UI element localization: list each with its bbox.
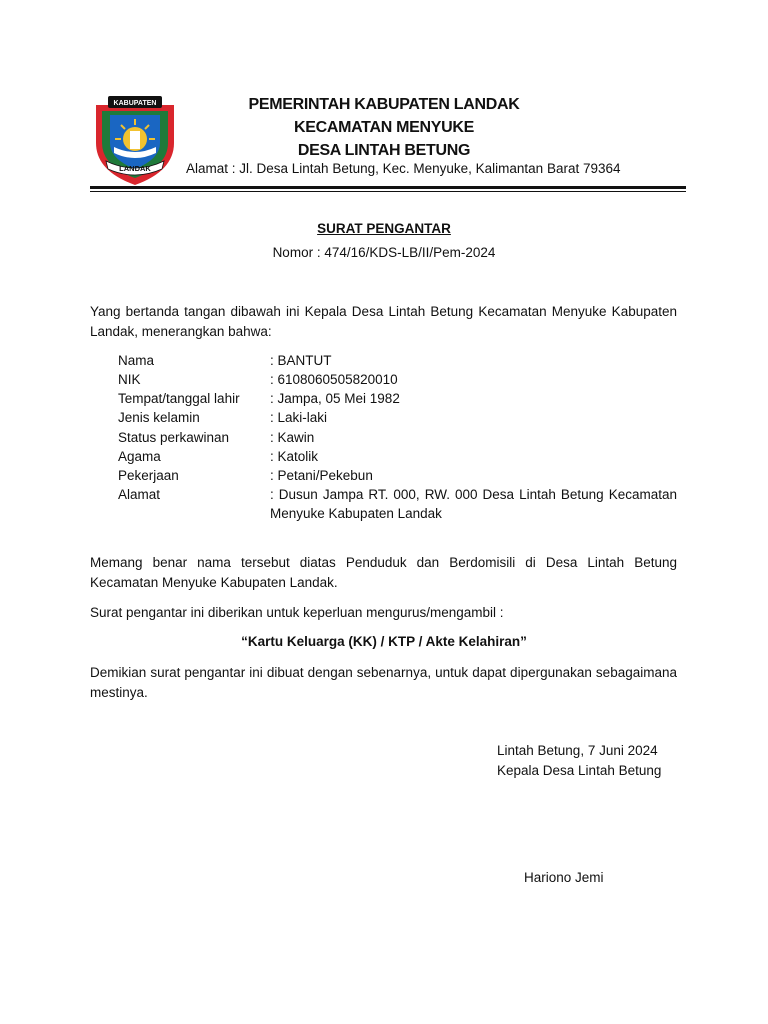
purpose-text: “Kartu Keluarga (KK) / KTP / Akte Kelahiran” — [241, 634, 527, 649]
field-value-nik: : 6108060505820010 — [270, 372, 398, 387]
field-label-agama: Agama — [118, 449, 161, 464]
intro-paragraph: Yang bertanda tangan dibawah ini Kepala Desa Lintah Betung Kecamatan Menyuke Kabupaten Landak, menerangkan bahwa: — [90, 304, 677, 339]
logo-top-text: KABUPATEN — [113, 100, 157, 107]
field-value-status-perkawinan: : Kawin — [270, 430, 315, 445]
signature-position: Kepala Desa Lintah Betung — [497, 763, 662, 778]
field-label-nama: Nama — [118, 353, 155, 368]
letterhead-line-1: PEMERINTAH KABUPATEN LANDAK — [248, 96, 520, 113]
field-value-alamat: : Dusun Jampa RT. 000, RW. 000 Desa Lintah Betung Kecamatan Menyuke Kabupaten Landak — [270, 487, 677, 522]
letterhead-address: Alamat : Jl. Desa Lintah Betung, Kec. Menyuke, Kalimantan Barat 79364 — [186, 161, 621, 176]
purpose-intro: Surat pengantar ini diberikan untuk keperluan mengurus/mengambil : — [90, 605, 504, 620]
field-value-nama: : BANTUT — [270, 353, 332, 368]
closing-paragraph: Demikian surat pengantar ini dibuat dengan sebenarnya, untuk dapat dipergunakan sebagaimana mestinya. — [90, 665, 677, 700]
letterhead — [180, 93, 588, 162]
field-label-nik: NIK — [118, 372, 141, 387]
document-title: SURAT PENGANTAR — [317, 221, 451, 236]
statement-paragraph: Memang benar nama tersebut diatas Penduduk dan Berdomisili di Desa Lintah Betung Kecamatan Menyuke Kabupaten Landak. — [90, 555, 677, 590]
kabupaten-landak-logo — [92, 91, 178, 187]
signature-name: Hariono Jemi — [524, 870, 604, 885]
logo-bottom-text: LANDAK — [119, 164, 151, 173]
document-number: Nomor : 474/16/KDS-LB/II/Pem-2024 — [272, 245, 496, 260]
field-value-pekerjaan: : Petani/Pekebun — [270, 468, 373, 483]
field-label-tempat-tanggal-lahir: Tempat/tanggal lahir — [118, 391, 240, 406]
field-value-tempat-tanggal-lahir: : Jampa, 05 Mei 1982 — [270, 391, 400, 406]
field-label-jenis-kelamin: Jenis kelamin — [118, 410, 200, 425]
field-label-status-perkawinan: Status perkawinan — [118, 430, 230, 445]
letterhead-divider-thick — [90, 186, 686, 189]
field-value-jenis-kelamin: : Laki-laki — [270, 410, 328, 425]
field-label-pekerjaan: Pekerjaan — [118, 468, 179, 483]
signature-place-date: Lintah Betung, 7 Juni 2024 — [497, 743, 658, 758]
letterhead-divider-thin — [90, 191, 686, 192]
field-value-agama: : Katolik — [270, 449, 319, 464]
field-label-alamat: Alamat — [118, 487, 161, 502]
letterhead-line-3: DESA LINTAH BETUNG — [297, 142, 471, 159]
letterhead-line-2: KECAMATAN MENYUKE — [293, 119, 475, 136]
